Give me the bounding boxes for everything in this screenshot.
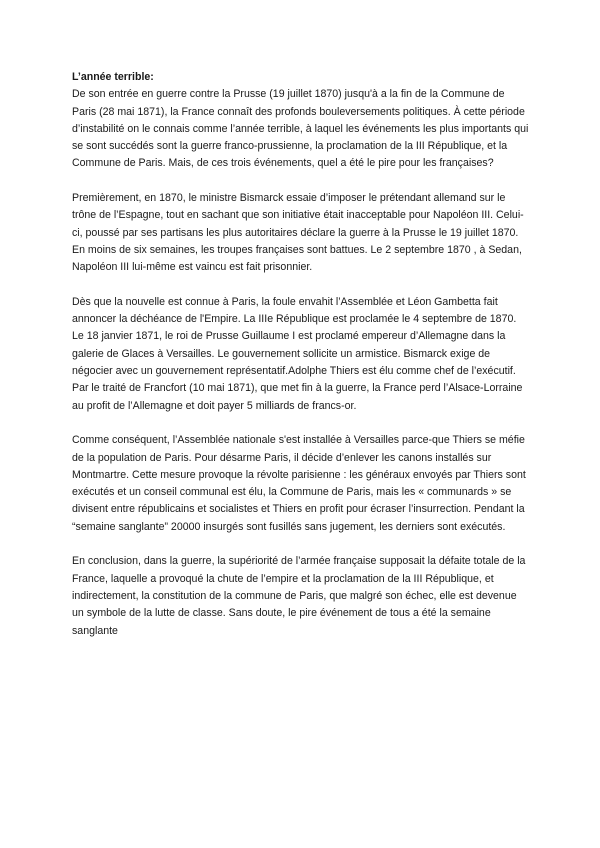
- paragraph-introduction: De son entrée en guerre contre la Prusse (19 juillet 1870) jusqu'à a la fin de la Commune de Paris (28 mai 1871), la France connaît des profonds bouleversements politiques. À cette période d’instabilité on le connais comme l’année terrible, à laquel les événements les plus importants qui se sont succédés sont la guerre franco-prussienne, la proclamation de la III République, et la Commune de Paris. Mais, de ces trois événements, quel a été le pire pour les françaises?: [72, 88, 529, 170]
- paragraph-premierement: Premièrement, en 1870, le ministre Bismarck essaie d’imposer le prétendant allemand sur le trône de l’Espagne, tout en sachant que son initiative était inacceptable pour Napoléon III. Celui-ci, poussé par ses partisans les plus autoritaires déclare la guerre à la Prusse le 19 juillet 1870. En moins de six semaines, les troupes françaises sont battues. Le 2 septembre 1870 , à Sedan, Napoléon III lui-même est vaincu est fait prisonnier.: [72, 192, 524, 274]
- document-title: L’année terrible:: [72, 71, 154, 83]
- document-page: [72, 69, 530, 657]
- paragraph-conclusion: En conclusion, dans la guerre, la supériorité de l’armée française supposait la défaite totale de la France, laquelle a provoqué la chute de l’empire et la proclamation de la III République, et indirectement, la constitution de la commune de Paris, que malgré son échec, elle est devenue un symbole de la lutte de classe. Sans doute, le pire événement de tous a été la semaine sanglante: [72, 555, 526, 637]
- paragraph-republique: Dès que la nouvelle est connue à Paris, la foule envahit l’Assemblée et Léon Gambetta fait annoncer la déchéance de l'Empire. La IIIe République est proclamée le 4 septembre de 1870. Le 18 janvier 1871, le roi de Prusse Guillaume I est proclamé empereur d’Allemagne dans la galerie de Glaces à Versailles. Le gouvernement sollicite un armistice. Bismarck exige de négocier avec un gouvernement représentatif.Adolphe Thiers est élu comme chef de l’exécutif. Par le traité de Francfort (10 mai 1871), que met fin à la guerre, la France perd l’Alsace-Lorraine au profit de l’Allemagne et doit payer 5 milliards de francs-or.: [72, 295, 523, 412]
- paragraph-commune: Comme conséquent, l’Assemblée nationale s'est installée à Versailles parce-que Thiers se méfie de la population de Paris. Pour désarme Paris, il décide d’enlever les canons installés sur Montmartre. Cette mesure provoque la révolte parisienne : les généraux envoyés par Thiers sont exécutés et un conseil communal est élu, la Commune de Paris, mais les « communards » se divisent entre républicains et socialistes et Thiers en profit pour écraser l’insurrection. Pendant la “semaine sanglante” 20000 insurgés sont fusillés sans jugement, les derniers sont exécutés.: [72, 434, 526, 533]
